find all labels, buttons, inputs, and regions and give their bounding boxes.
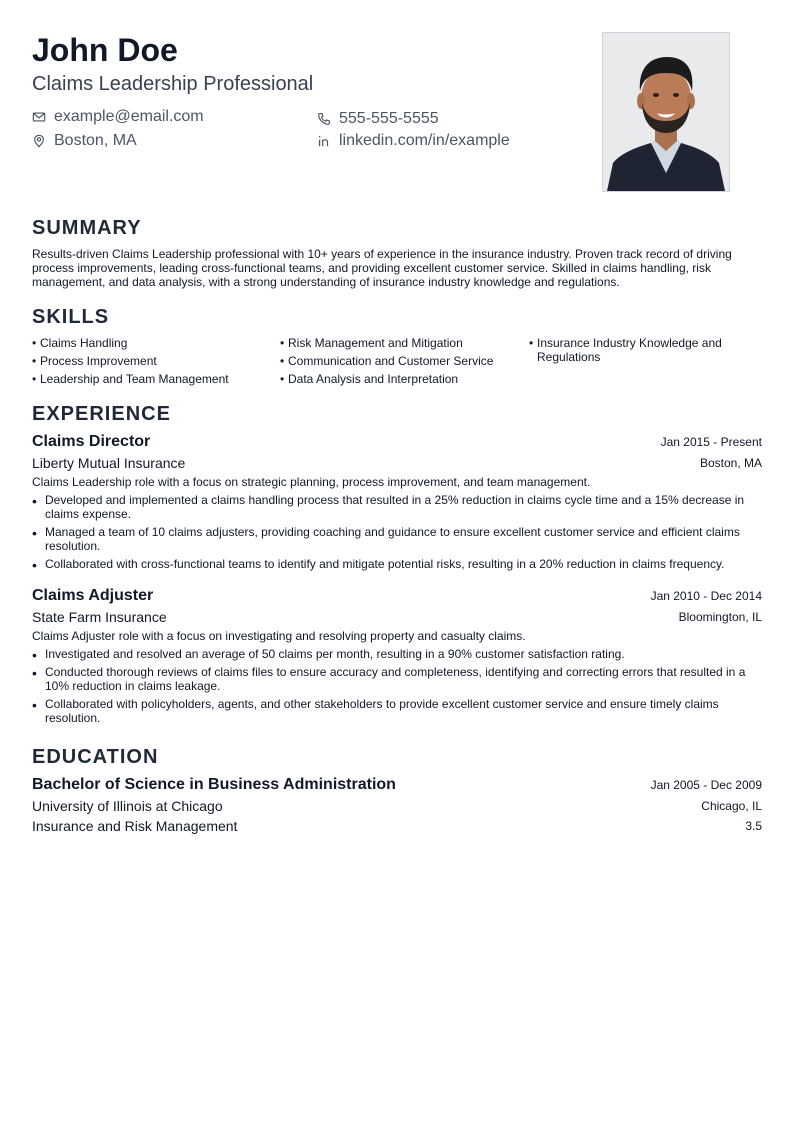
summary-heading: SUMMARY <box>32 217 142 239</box>
summary-text: Results-driven Claims Leadership professional with 10+ years of experience in the insurance industry. Proven track record of driving process improvements, leading cross-functional teams, and providing excellent customer service. Skilled in claims handling, risk management, and data analysis, with a strong understanding of insurance industry knowledge and regulations. <box>32 247 732 289</box>
education-dates: Jan 2005 - Dec 2009 <box>650 778 762 792</box>
contact-email[interactable] <box>32 108 204 126</box>
skill-item: • Communication and Customer Service <box>280 354 493 368</box>
skill-item: • Risk Management and Mitigation <box>280 336 463 350</box>
school-name: University of Illinois at Chicago <box>32 798 223 814</box>
profile-photo-image <box>603 33 729 191</box>
skills-list <box>32 336 762 388</box>
contact-location <box>32 132 137 150</box>
experience-heading: EXPERIENCE <box>32 403 171 425</box>
contact-linkedin[interactable] <box>317 132 510 150</box>
skill-item: • Insurance Industry Knowledge and Regulations <box>529 336 747 364</box>
resume-header <box>32 32 592 149</box>
location-text: Boston, MA <box>54 132 137 149</box>
job-description: Claims Adjuster role with a focus on investigating and resolving property and casualty claims. <box>32 629 526 643</box>
linkedin-text: linkedin.com/in/example <box>339 132 510 149</box>
candidate-title: Claims Leadership Professional <box>32 73 314 95</box>
skill-item: • Data Analysis and Interpretation <box>280 372 458 386</box>
job-title: Claims Director <box>32 433 151 450</box>
job-bullet: • Collaborated with cross-functional teams to identify and mitigate potential risks, resulting in a 20% reduction in claims frequency. <box>32 557 762 571</box>
skill-item: • Leadership and Team Management <box>32 372 229 386</box>
job-company: State Farm Insurance <box>32 609 167 625</box>
job-location: Boston, MA <box>699 456 762 470</box>
gpa-value: 3.5 <box>745 819 762 833</box>
job-dates: Jan 2010 - Dec 2014 <box>650 589 762 603</box>
mail-icon <box>32 110 46 124</box>
phone-icon <box>317 112 331 126</box>
job-dates: Jan 2015 - Present <box>660 435 762 449</box>
education-heading: EDUCATION <box>32 746 159 768</box>
field-of-study: Insurance and Risk Management <box>32 818 238 834</box>
degree-title: Bachelor of Science in Business Administration <box>32 776 396 793</box>
job-bullet: • Developed and implemented a claims handling process that resulted in a 25% reduction in claims cycle time and a 15% decrease in claims expense. <box>32 493 762 521</box>
job-bullet: • Conducted thorough reviews of claims files to ensure accuracy and completeness, identifying and correcting errors that resulted in a 10% reduction in claims leakage. <box>32 665 762 693</box>
linkedin-icon <box>317 134 331 148</box>
job-bullet: • Investigated and resolved an average of 50 claims per month, resulting in a 90% customer satisfaction rating. <box>32 647 762 661</box>
phone-text: 555-555-5555 <box>339 110 439 127</box>
job-bullet: • Collaborated with policyholders, agents, and other stakeholders to provide excellent customer service and ensure timely claims resolution. <box>32 697 762 725</box>
location-pin-icon <box>32 134 46 148</box>
skills-heading: SKILLS <box>32 306 110 328</box>
contact-info <box>32 108 592 158</box>
job-company: Liberty Mutual Insurance <box>32 455 186 471</box>
job-location: Bloomington, IL <box>678 610 762 624</box>
job-title: Claims Adjuster <box>32 587 154 604</box>
candidate-name: John Doe <box>32 32 178 68</box>
profile-photo <box>602 32 730 192</box>
contact-phone[interactable] <box>317 110 439 128</box>
school-location: Chicago, IL <box>701 799 762 813</box>
skill-item: • Claims Handling <box>32 336 127 350</box>
skill-item: • Process Improvement <box>32 354 157 368</box>
email-text: example@email.com <box>54 108 204 125</box>
job-description: Claims Leadership role with a focus on strategic planning, process improvement, and team management. <box>32 475 591 489</box>
job-bullet: • Managed a team of 10 claims adjusters, providing coaching and guidance to ensure excellent customer service and efficient claims resolution. <box>32 525 762 553</box>
